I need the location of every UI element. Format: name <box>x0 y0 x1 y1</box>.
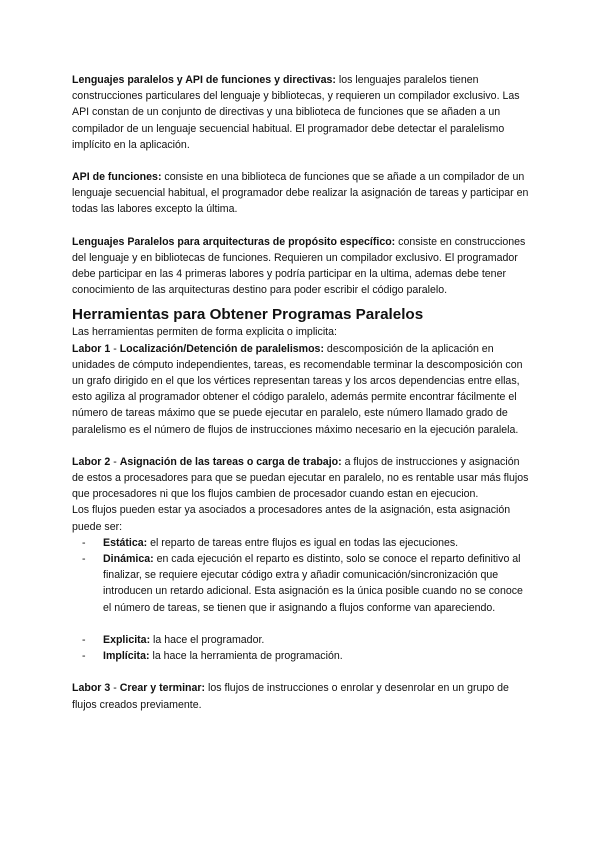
assignment-type-list <box>72 535 530 616</box>
labor-label: Labor 1 <box>72 342 111 355</box>
labor-separator: - <box>110 455 120 468</box>
dash-bullet: - <box>82 536 86 549</box>
list-item-text: en cada ejecución el reparto es distinto, solo se conoce el reparto definitivo al finalizar, se requiere ejecutar código extra y añadir comunicación/sincronización que introducen un retardo adicional. Esta asignación es la única posible cuando no se conoce el número de tareas, se tienen que ir asignando a flujos conforme van apareciendo. <box>103 553 523 614</box>
list-item-label: Estática: <box>103 536 148 549</box>
list-item-label: Dinámica: <box>103 553 154 566</box>
labor-text: a flujos de instrucciones y asignación de estos a procesadores para que se puedan ejecutar en paralelo, no es rentable usar más flujos que procesadores ni que los flujos cambien de procesador cuando estan en ejecucion. <box>72 455 529 501</box>
list-item-text: la hace el programador. <box>150 633 265 646</box>
list-item-label: Explicita: <box>103 633 151 646</box>
term-text: consiste en una biblioteca de funciones que se añade a un compilador de un lenguaje secuencial habitual, el programador debe realizar la asignación de tareas y participar en todas las labores excepto la última. <box>72 171 529 216</box>
term-label: API de funciones: <box>72 171 162 184</box>
term-text: consiste en construcciones del lenguaje y en bibliotecas de funciones. Requieren un compilador exclusivo. El programador debe participar en las 4 primeras labores y podría participar en la ultima, ademas debe tener conocimiento de las arquitecturas destino para poder escribir el código paralelo. <box>72 235 526 297</box>
list-item-text: el reparto de tareas entre flujos es igual en todas las ejecuciones. <box>147 536 459 549</box>
paragraph-specific-languages <box>72 234 530 299</box>
labor-title: Localización/Detención de paralelismos: <box>119 342 324 355</box>
list-item <box>82 535 530 551</box>
labor-3 <box>72 680 530 712</box>
term-text: los lenguajes paralelos tienen construcciones particulares del lenguaje y bibliotecas, y requieren un compilador exclusivo. Las API constan de un conjunto de directivas y una biblioteca de funciones que se añaden a un compilador de un lenguaje secuencial habitual. El programador debe detectar el paralelismo implícito en la aplicación. <box>72 74 520 151</box>
dash-bullet: - <box>82 650 86 663</box>
paragraph-function-api <box>72 169 530 218</box>
paragraph-parallel-languages <box>72 72 530 153</box>
section-heading: Herramientas para Obtener Programas Paralelos <box>72 306 424 324</box>
labor-label: Labor 3 <box>72 682 111 695</box>
intro-text: Las herramientas permiten de forma explicita o implicita: <box>72 326 337 339</box>
labor-title: Crear y terminar: <box>119 682 206 695</box>
list-item <box>82 632 530 648</box>
labor-separator: - <box>110 682 120 695</box>
labor-1 <box>72 341 530 438</box>
dash-bullet: - <box>82 553 86 566</box>
labor-text: los flujos de instrucciones o enrolar y desenrolar en un grupo de flujos creados previamente. <box>72 682 509 711</box>
list-item-label: Implícita: <box>103 650 150 663</box>
list-item <box>82 648 530 664</box>
list-item <box>82 551 530 616</box>
labor-title: Asignación de las tareas o carga de trabajo: <box>119 455 342 468</box>
assignment-mode-list <box>72 632 530 664</box>
labor-text: descomposición de la aplicación en unidades de cómputo independientes, tareas, es recomendable terminar la descomposición con un grafo dirigido en el que los vértices representan tareas y los arcos dependencias entre ellas, esto agiliza al programador obtener el código paralelo, además permite encontrar fácilmente el número de tareas máximo que se puede ejecutar en paralelo, este número llamado grado de paralelismo es el número de flujos de instrucciones máximo necesario en la ejecución paralela. <box>72 342 523 436</box>
labor-2-assignment: Los flujos pueden estar ya asociados a procesadores antes de la asignación, esta asignación puede ser: <box>72 504 511 533</box>
term-label: Lenguajes paralelos y API de funciones y directivas: <box>72 74 336 86</box>
labor-label: Labor 2 <box>72 455 111 468</box>
dash-bullet: - <box>82 633 86 646</box>
document-page <box>72 72 530 713</box>
term-label: Lenguajes Paralelos para arquitecturas de propósito específico: <box>72 235 396 248</box>
list-item-text: la hace la herramienta de programación. <box>149 650 343 663</box>
labor-2 <box>72 454 530 503</box>
labor-separator: - <box>110 342 120 355</box>
